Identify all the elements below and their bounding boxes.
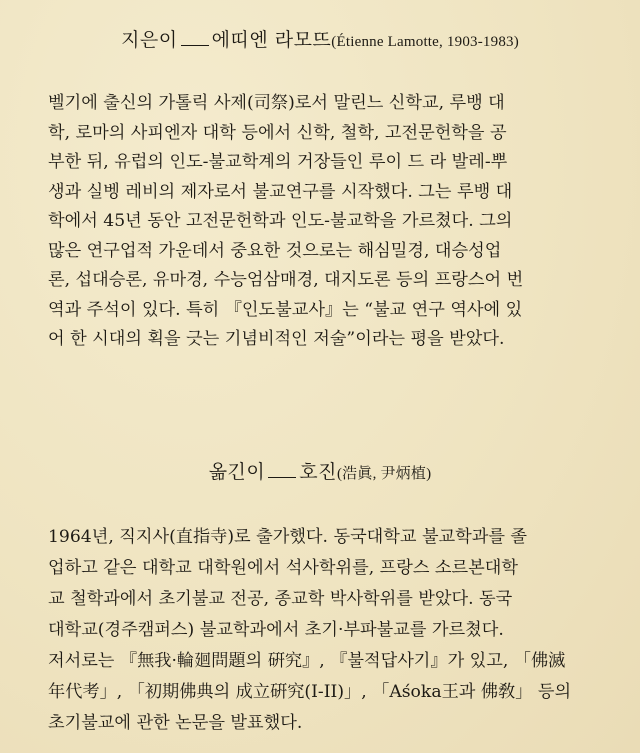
translator-bio-line: 대학교(경주캠퍼스) 불교학과에서 초기·부파불교를 가르쳤다. bbox=[48, 620, 504, 640]
translator-bio bbox=[48, 522, 608, 739]
author-bio-line: 론, 섭대승론, 유마경, 수능엄삼매경, 대지도론 등의 프랑스어 번 bbox=[48, 270, 524, 290]
author-bio-line: 학에서 45년 동안 고전문헌학과 인도-불교학을 가르쳤다. 그의 bbox=[48, 211, 513, 231]
author-bio-line: 부한 뒤, 유럽의 인도-불교학계의 거장들인 루이 드 라 발레-뿌 bbox=[48, 152, 508, 172]
translator-bio-line: 초기불교에 관한 논문을 발표했다. bbox=[48, 713, 303, 733]
translator-bio-line: 年代考」, 「初期佛典의 成立硏究(I-II)」, 「Aśoka王과 佛敎」 등의 bbox=[48, 682, 572, 702]
author-bio-line: 어 한 시대의 획을 긋는 기념비적인 저술”이라는 평을 받았다. bbox=[48, 329, 505, 349]
author-heading bbox=[0, 25, 640, 52]
heading-rule bbox=[181, 41, 209, 46]
translator-original-name: (浩眞, 尹炳植) bbox=[336, 466, 432, 482]
author-bio-line: 많은 연구업적 가운데서 중요한 것으로는 해심밀경, 대승성업 bbox=[48, 240, 502, 261]
author-bio-line: 역과 주석이 있다. 특히 『인도불교사』는 “불교 연구 역사에 있 bbox=[48, 299, 523, 320]
translator-bio-line: 교 철학과에서 초기불교 전공, 종교학 박사학위를 받았다. 동국 bbox=[48, 589, 513, 609]
author-bio-line: 벨기에 출신의 가톨릭 사제(司祭)로서 말린느 신학교, 루뱅 대 bbox=[48, 93, 505, 113]
translator-bio-line: 업하고 같은 대학교 대학원에서 석사학위를, 프랑스 소르본대학 bbox=[48, 558, 518, 578]
translator-bio-line: 저서로는 『無我·輪廻問題의 硏究』, 『불적답사기』가 있고, 「佛滅 bbox=[48, 651, 566, 671]
translator-role-label: 옮긴이 bbox=[208, 461, 266, 483]
author-bio-line: 학, 로마의 사피엔자 대학 등에서 신학, 철학, 고전문헌학을 공 bbox=[48, 122, 507, 143]
author-bio bbox=[48, 89, 608, 355]
author-role-label: 지은이 bbox=[121, 29, 178, 51]
heading-rule bbox=[268, 473, 296, 478]
author-bio-line: 생과 실벵 레비의 제자로서 불교연구를 시작했다. 그는 루뱅 대 bbox=[48, 181, 513, 202]
translator-heading bbox=[0, 457, 640, 484]
translator-bio-line: 1964년, 직지사(直指寺)로 출가했다. 동국대학교 불교학과를 졸 bbox=[48, 527, 528, 547]
author-name: 에띠엔 라모뜨 bbox=[211, 29, 332, 51]
translator-name: 호진 bbox=[299, 461, 337, 483]
author-original-name: (Étienne Lamotte, 1903-1983) bbox=[331, 34, 519, 50]
